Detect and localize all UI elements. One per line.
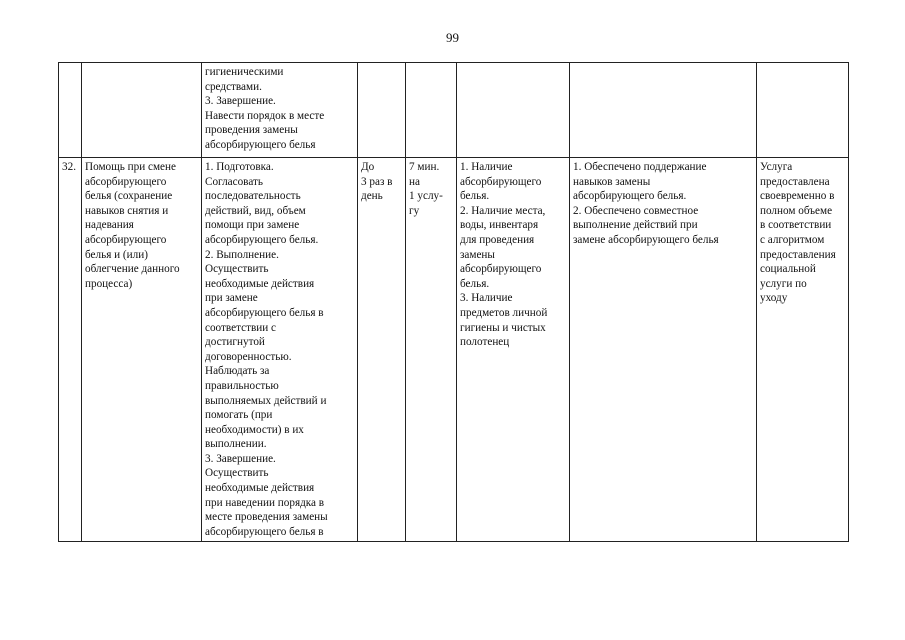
text-line: полотенец [460, 336, 510, 349]
cell-indicators [570, 158, 757, 542]
text-line: 1. Обеспечено поддержание [573, 161, 707, 173]
text-line: выполняемых действий и [205, 394, 327, 407]
text-line: До [361, 161, 375, 173]
text-line: белья. [460, 190, 490, 203]
text-line: Согласовать [205, 175, 263, 188]
cell-num [59, 158, 82, 542]
text-line: предметов личной [460, 306, 548, 319]
text-line: день [361, 190, 383, 203]
text-line: навыков снятия и [85, 204, 169, 217]
text-line: гу [409, 204, 420, 217]
text-line: белья. [460, 277, 490, 290]
row-number: 32. [62, 161, 76, 173]
table-row [59, 63, 849, 158]
text-line: 2. Наличие места, [460, 204, 546, 217]
page-number: 99 [446, 30, 459, 45]
text-line: абсорбирующего [460, 263, 542, 276]
text-line: социальной [760, 263, 816, 276]
text-line: Осуществить [205, 467, 269, 480]
text-line: замены [460, 248, 495, 261]
text-line: 3. Завершение. [205, 452, 276, 465]
text-line: гигиены и чистых [460, 321, 546, 334]
cell-num [59, 63, 82, 158]
text-line: помощи при замене [205, 219, 300, 232]
cell-conditions [457, 63, 570, 158]
table-row [59, 158, 849, 542]
text-line: необходимые действия [205, 277, 315, 290]
cell-content [202, 158, 358, 542]
text-line: при наведении порядка в [205, 496, 325, 509]
text-line: 3. Завершение. [205, 95, 276, 108]
text-line: действий, вид, объем [205, 204, 306, 217]
cell-indicators [570, 63, 757, 158]
text-line: своевременно в [760, 190, 835, 203]
text-line: процесса) [85, 277, 133, 290]
text-line: 3 раз в [361, 175, 393, 188]
services-table [58, 62, 849, 542]
text-line: договоренностью. [205, 350, 292, 363]
text-line: средствами. [205, 80, 262, 93]
text-line: предоставления [760, 248, 836, 261]
text-line: полном объеме [760, 204, 833, 217]
cell-duration [406, 158, 457, 542]
text-line: необходимые действия [205, 482, 315, 495]
text-line: абсорбирующего белья. [205, 233, 319, 246]
text-line: последовательность [205, 190, 301, 203]
text-line: Осуществить [205, 263, 269, 276]
cell-frequency [358, 63, 406, 158]
text-line: абсорбирующего [85, 175, 167, 188]
text-line: 1 услу- [409, 190, 443, 203]
text-line: белья (сохранение [85, 190, 173, 203]
text-line: навыков замены [573, 175, 651, 188]
text-line: выполнении. [205, 438, 267, 451]
cell-conditions [457, 158, 570, 542]
text-line: достигнутой [205, 336, 265, 349]
text-line: правильностью [205, 379, 279, 392]
table-body [59, 63, 849, 542]
text-line: облегчение данного [85, 263, 180, 276]
text-line: надевания [85, 219, 134, 232]
cell-content [202, 63, 358, 158]
text-line: Услуга [760, 161, 793, 173]
cell-duration [406, 63, 457, 158]
text-line: воды, инвентаря [460, 219, 539, 232]
text-line: 2. Выполнение. [205, 248, 279, 261]
text-line: в соответствии [760, 219, 832, 232]
text-line: на [409, 175, 420, 188]
text-line: абсорбирующего белья в [205, 525, 324, 538]
text-line: 1. Наличие [460, 161, 513, 173]
text-line: при замене [205, 292, 258, 305]
text-line: Помощь при смене [85, 161, 176, 173]
text-line: белья и (или) [85, 248, 148, 261]
text-line: абсорбирующего [85, 233, 167, 246]
text-line: Навести порядок в месте [205, 109, 325, 122]
text-line: абсорбирующего белья. [573, 190, 687, 203]
cell-evaluation [757, 63, 849, 158]
text-line: замене абсорбирующего белья [573, 233, 719, 246]
text-line: услуги по [760, 277, 807, 290]
text-line: с алгоритмом [760, 233, 825, 246]
text-line: соответствии с [205, 321, 276, 334]
text-line: 3. Наличие [460, 292, 513, 305]
text-line: для проведения [460, 233, 535, 246]
text-line: Наблюдать за [205, 365, 270, 378]
text-line: абсорбирующего белья [205, 138, 316, 151]
text-line: абсорбирующего [460, 175, 542, 188]
text-line: гигиеническими [205, 66, 284, 78]
text-line: необходимости) в их [205, 423, 304, 436]
text-line: предоставлена [760, 175, 830, 188]
text-line: 1. Подготовка. [205, 161, 274, 173]
cell-service [82, 63, 202, 158]
text-line: выполнение действий при [573, 219, 698, 232]
text-line: помогать (при [205, 409, 273, 422]
text-line: 7 мин. [409, 161, 440, 173]
text-line: проведения замены [205, 124, 298, 137]
cell-evaluation [757, 158, 849, 542]
text-line: месте проведения замены [205, 511, 328, 524]
text-line: 2. Обеспечено совместное [573, 204, 699, 217]
cell-frequency [358, 158, 406, 542]
text-line: уходу [760, 292, 788, 305]
cell-service [82, 158, 202, 542]
text-line: абсорбирующего белья в [205, 306, 324, 319]
